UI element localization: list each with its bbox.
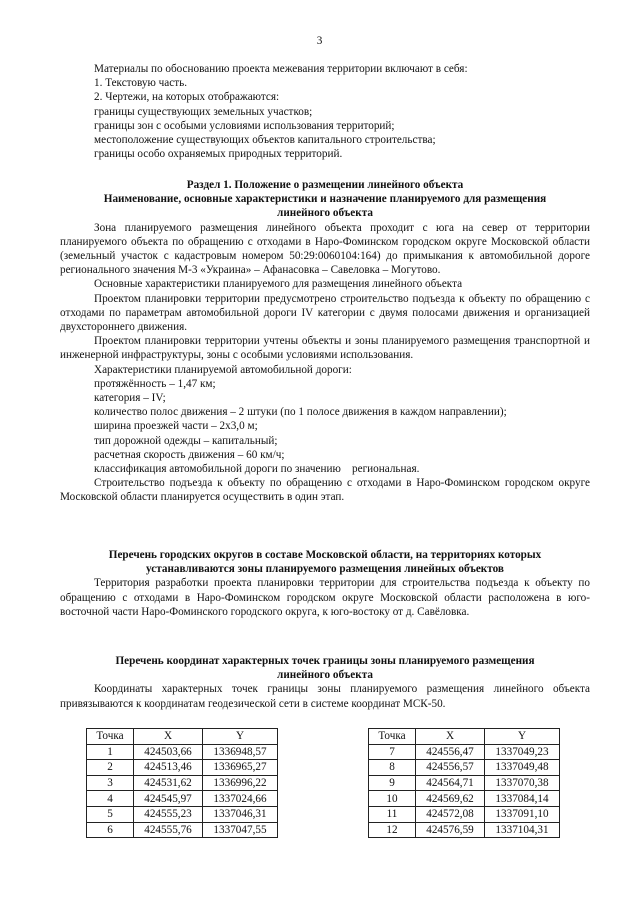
x-cell: 424555,23 — [134, 806, 203, 822]
point-cell: 8 — [369, 760, 416, 776]
table-row — [369, 760, 560, 776]
x-cell: 424564,71 — [416, 775, 485, 791]
section-1-paragraph: Характеристики планируемой автомобильной дороги: — [94, 363, 352, 376]
section-3 — [60, 654, 590, 711]
characteristic-item: расчетная скорость движения – 60 км/ч; — [94, 448, 285, 461]
y-cell: 1337104,31 — [485, 822, 560, 838]
characteristic-item: ширина проезжей части – 2х3,0 м; — [94, 420, 258, 433]
point-cell: 6 — [87, 822, 134, 838]
point-cell: 11 — [369, 806, 416, 822]
x-cell: 424556,47 — [416, 744, 485, 760]
table-row — [369, 806, 560, 822]
table-row — [369, 744, 560, 760]
intro-line: 2. Чертежи, на которых отображаются: — [94, 91, 280, 104]
section-1-paragraph: Зона планируемого размещения линейного объекта проходит с юга на север от территории планируемого объекта по обращению с отходами в Наро-Фоминском городском округе Московской области (земельный участок с кадастровым номером 50:29:0060104:164) до примыкания к автомобильной дороге регионального значения М-3 «Украина» – Афанасовка – Савеловка – Могутово. — [60, 221, 590, 277]
y-cell: 1337024,66 — [203, 791, 278, 807]
section-3-paragraph: Координаты характерных точек границы зоны планируемого размещения линейного объекта привязываются к координатам геодезической сети в системе координат МСК-50. — [60, 683, 590, 710]
point-cell: 12 — [369, 822, 416, 838]
table-row — [369, 791, 560, 807]
characteristic-item: тип дорожной одежды – капитальный; — [94, 434, 278, 447]
characteristic-item: классификация автомобильной дороги по значению региональная. — [94, 463, 420, 476]
x-cell: 424572,08 — [416, 806, 485, 822]
page-number: 3 — [316, 35, 323, 47]
intro-line: границы особо охраняемых природных территорий. — [94, 148, 343, 161]
section-1-paragraph: Проектом планировки территории предусмотрено строительство подъезда к объекту по обращению с отходами по параметрам автомобильной дороги IV категории с двумя полосами движения и организацией двухстороннего движения. — [60, 292, 590, 334]
x-cell: 424555,76 — [134, 822, 203, 838]
col-header-point: Точка — [87, 729, 134, 745]
section-1-subtitle: Наименование, основные характеристики и назначение планируемого для размещения линейного объекта — [103, 193, 547, 220]
characteristic-item: протяжённость – 1,47 км; — [94, 377, 216, 390]
section-2-title: Перечень городских округов в составе Московской области, на территориях которых устанавливаются зоны планируемого размещения линейных объектов — [108, 549, 542, 576]
x-cell: 424545,97 — [134, 791, 203, 807]
x-cell: 424531,62 — [134, 775, 203, 791]
point-cell: 10 — [369, 791, 416, 807]
table-row — [87, 775, 278, 791]
intro-line: Материалы по обоснованию проекта межевания территории включают в себя: — [94, 63, 468, 75]
table-row — [369, 775, 560, 791]
point-cell: 4 — [87, 791, 134, 807]
col-header-y: Y — [203, 729, 278, 745]
section-2 — [60, 548, 590, 619]
section-1-paragraph: Основные характеристики планируемого для размещения линейного объекта — [94, 278, 463, 291]
point-cell: 1 — [87, 744, 134, 760]
table-row — [87, 806, 278, 822]
x-cell: 424576,59 — [416, 822, 485, 838]
characteristic-item: количество полос движения – 2 штуки (по 1 полосе движения в каждом направлении); — [94, 406, 507, 419]
point-cell: 9 — [369, 775, 416, 791]
intro-line: границы зон с особыми условиями использования территорий; — [94, 119, 395, 132]
y-cell: 1337047,55 — [203, 822, 278, 838]
col-header-x: X — [134, 729, 203, 745]
section-1-paragraph: Проектом планировки территории учтены объекты и зоны планируемого размещения транспортной и инженерной инфраструктуры, зоны с особыми условиями использования. — [60, 335, 590, 362]
section-3-title: Перечень координат характерных точек границы зоны планируемого размещения линейного объекта — [115, 655, 535, 682]
intro-block — [60, 62, 590, 161]
x-cell: 424569,62 — [416, 791, 485, 807]
y-cell: 1337046,31 — [203, 806, 278, 822]
point-cell: 5 — [87, 806, 134, 822]
point-cell: 3 — [87, 775, 134, 791]
intro-line: 1. Текстовую часть. — [94, 77, 188, 90]
characteristic-item: категория – IV; — [94, 392, 166, 405]
table-header-row — [369, 729, 560, 745]
section-1-paragraph: Строительство подъезда к объекту по обращению с отходами в Наро-Фоминском городском округе Московской области планируется осуществить в один этап. — [60, 477, 590, 504]
y-cell: 1337091,10 — [485, 806, 560, 822]
table-header-row — [87, 729, 278, 745]
table-row — [369, 822, 560, 838]
table-row — [87, 791, 278, 807]
table-row — [87, 744, 278, 760]
y-cell: 1337084,14 — [485, 791, 560, 807]
col-header-y: Y — [485, 729, 560, 745]
intro-line: местоположение существующих объектов капитального строительства; — [94, 134, 436, 147]
coords-table-right — [368, 728, 560, 838]
y-cell: 1337070,38 — [485, 775, 560, 791]
point-cell: 2 — [87, 760, 134, 776]
x-cell: 424556,57 — [416, 760, 485, 776]
section-1 — [60, 178, 590, 505]
x-cell: 424513,46 — [134, 760, 203, 776]
x-cell: 424503,66 — [134, 744, 203, 760]
y-cell: 1336965,27 — [203, 760, 278, 776]
y-cell: 1336996,22 — [203, 775, 278, 791]
coords-table-left — [86, 728, 278, 838]
y-cell: 1336948,57 — [203, 744, 278, 760]
col-header-x: X — [416, 729, 485, 745]
table-row — [87, 760, 278, 776]
section-2-paragraph: Территория разработки проекта планировки территории для строительства подъезда к объекту по обращению с отходами в Наро-Фоминском городском округе Московской области расположена в юго-восточной части Наро-Фоминского городского округа, к юго-востоку от д. Савёловка. — [60, 577, 590, 618]
point-cell: 7 — [369, 744, 416, 760]
col-header-point: Точка — [369, 729, 416, 745]
section-1-title: Раздел 1. Положение о размещении линейного объекта — [186, 179, 464, 191]
y-cell: 1337049,23 — [485, 744, 560, 760]
intro-line: границы существующих земельных участков; — [94, 105, 313, 118]
table-row — [87, 822, 278, 838]
y-cell: 1337049,48 — [485, 760, 560, 776]
